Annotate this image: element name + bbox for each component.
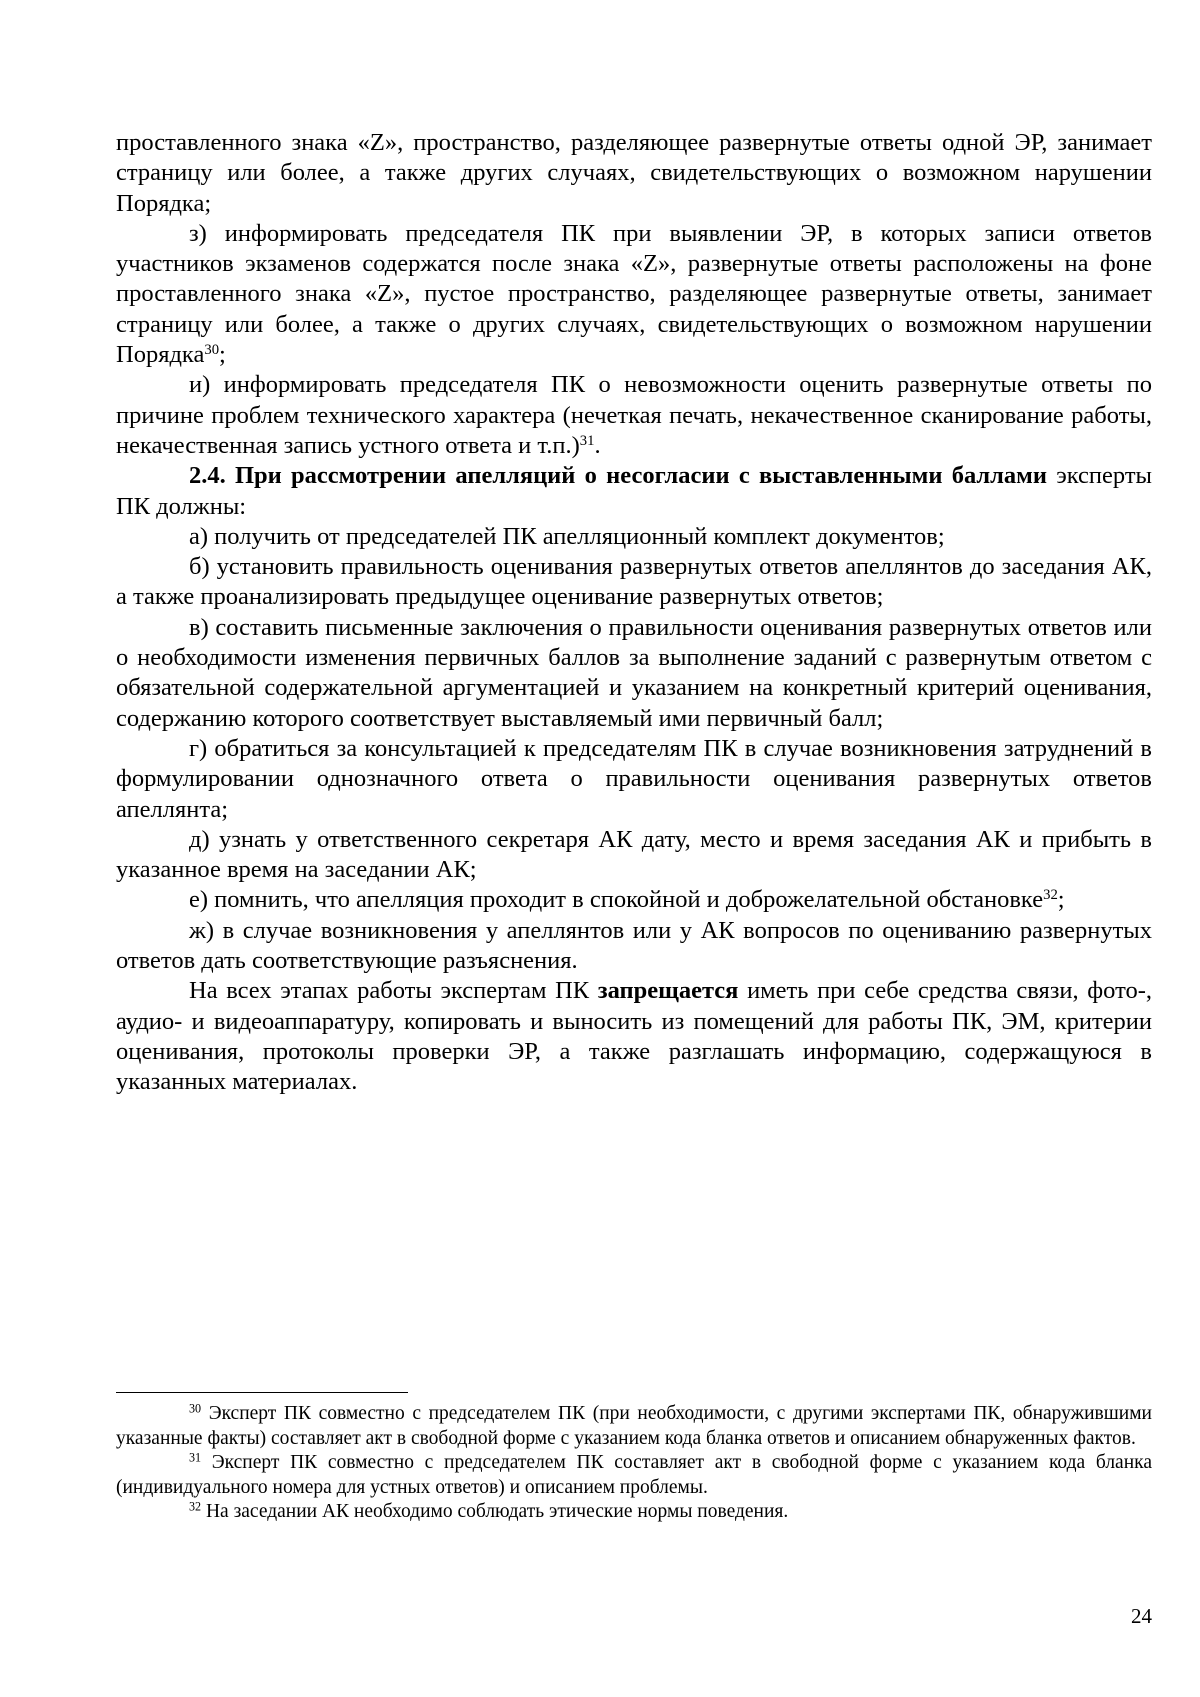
paragraph-continuation: проставленного знака «Z», пространство, разделяющее развернутые ответы одной ЭР, занимает страницу или более, а также других случаях, свидетельствующих о возможном нарушении Порядка; (116, 129, 1152, 217)
section-heading-2-4: 2.4. При рассмотрении апелляций о несогласии с выставленными баллами эксперты ПК должны: (116, 462, 1153, 520)
paragraph-item-zh: ж) в случае возникновения у апеллянтов или у АК вопросов по оцениванию развернутых ответов дать соответствующие разъяснения. (116, 916, 1152, 975)
body-text (116, 128, 1152, 1098)
paragraph-item-i: и) информировать председателя ПК о невозможности оценить развернутые ответы по причине проблем технического характера (нечеткая печать, некачественное сканирование работы, некачественная запись устного ответа и т.п.)$^{31}$. (116, 371, 1152, 459)
paragraph-item-e: е) помнить, что апелляция проходит в спокойной и доброжелательной обстановке$^{32}$; (189, 886, 1065, 914)
footnote-32: $^{32}$ На заседании АК необходимо соблюдать этические нормы поведения. (189, 1499, 789, 1522)
footnote-mark: 32 (189, 1499, 202, 1514)
footnotes (116, 1402, 1152, 1525)
footnote-mark: 31 (189, 1450, 202, 1465)
footnote-ref-31[interactable]: 31 (579, 432, 595, 449)
paragraph-item-d: д) узнать у ответственного секретаря АК дату, место и время заседания АК и прибыть в указанное время на заседании АК; (116, 825, 1152, 884)
footnote-separator (116, 1392, 408, 1393)
paragraph-item-b: б) установить правильность оценивания развернутых ответов апеллянтов до заседания АК, а также проанализировать предыдущее оценивание развернутых ответов; (116, 553, 1152, 611)
paragraph-prohibition: На всех этапах работы экспертам ПК запрещается иметь при себе средства связи, фото-, аудио- и видеоаппаратуру, копировать и выносить из помещений для работы ПК, ЭМ, критерии оценивания, протоколы проверки ЭР, а также разглашать информацию, содержащуюся в указанных материалах. (116, 977, 1152, 1096)
section-heading-bold: 2.4. При рассмотрении апелляций о несогласии с выставленными баллами (189, 462, 1047, 490)
footnote-30: $^{30}$ Эксперт ПК совместно с председателем ПК (при необходимости, с другими экспертами ПК, обнаружившими указанные факты) составляет акт в свободной форме с указанием кода бланка ответов и описанием обнаруженных фактов. (116, 1401, 1152, 1449)
footnote-ref-32[interactable]: 32 (1043, 887, 1058, 904)
footnote-mark: 30 (189, 1401, 202, 1416)
paragraph-item-v: в) составить письменные заключения о правильности оценивания развернутых ответов или о необходимости изменения первичных баллов за выполнение заданий с развернутым ответом с обязательной содержательной аргументацией и указанием на конкретный критерий оценивания, содержанию которого соответствует выставляемый ими первичный балл; (116, 613, 1152, 732)
footnote-31: $^{31}$ Эксперт ПК совместно с председателем ПК составляет акт в свободной форме с указанием кода бланка (индивидуального номера для устных ответов) и описанием проблемы. (116, 1450, 1152, 1498)
prohibition-emphasis: запрещается (597, 977, 739, 1005)
paragraph-item-z: з) информировать председателя ПК при выявлении ЭР, в которых записи ответов участников экзаменов содержатся после знака «Z», развернутые ответы расположены на фоне проставленного знака «Z», пустое пространство, разделяющее развернутые ответы, занимает страницу или более, а также о других случаях, свидетельствующих о возможном нарушении Порядка$^{30}$; (116, 219, 1152, 369)
page-number: 24 (1131, 1604, 1152, 1628)
paragraph-item-g: г) обратиться за консультацией к председателям ПК в случае возникновения затруднений в формулировании однозначного ответа о правильности оценивания развернутых ответов апеллянта; (116, 734, 1152, 823)
paragraph-item-a: а) получить от председателей ПК апелляционный комплект документов; (189, 522, 945, 550)
footnote-ref-30[interactable]: 30 (204, 342, 220, 358)
